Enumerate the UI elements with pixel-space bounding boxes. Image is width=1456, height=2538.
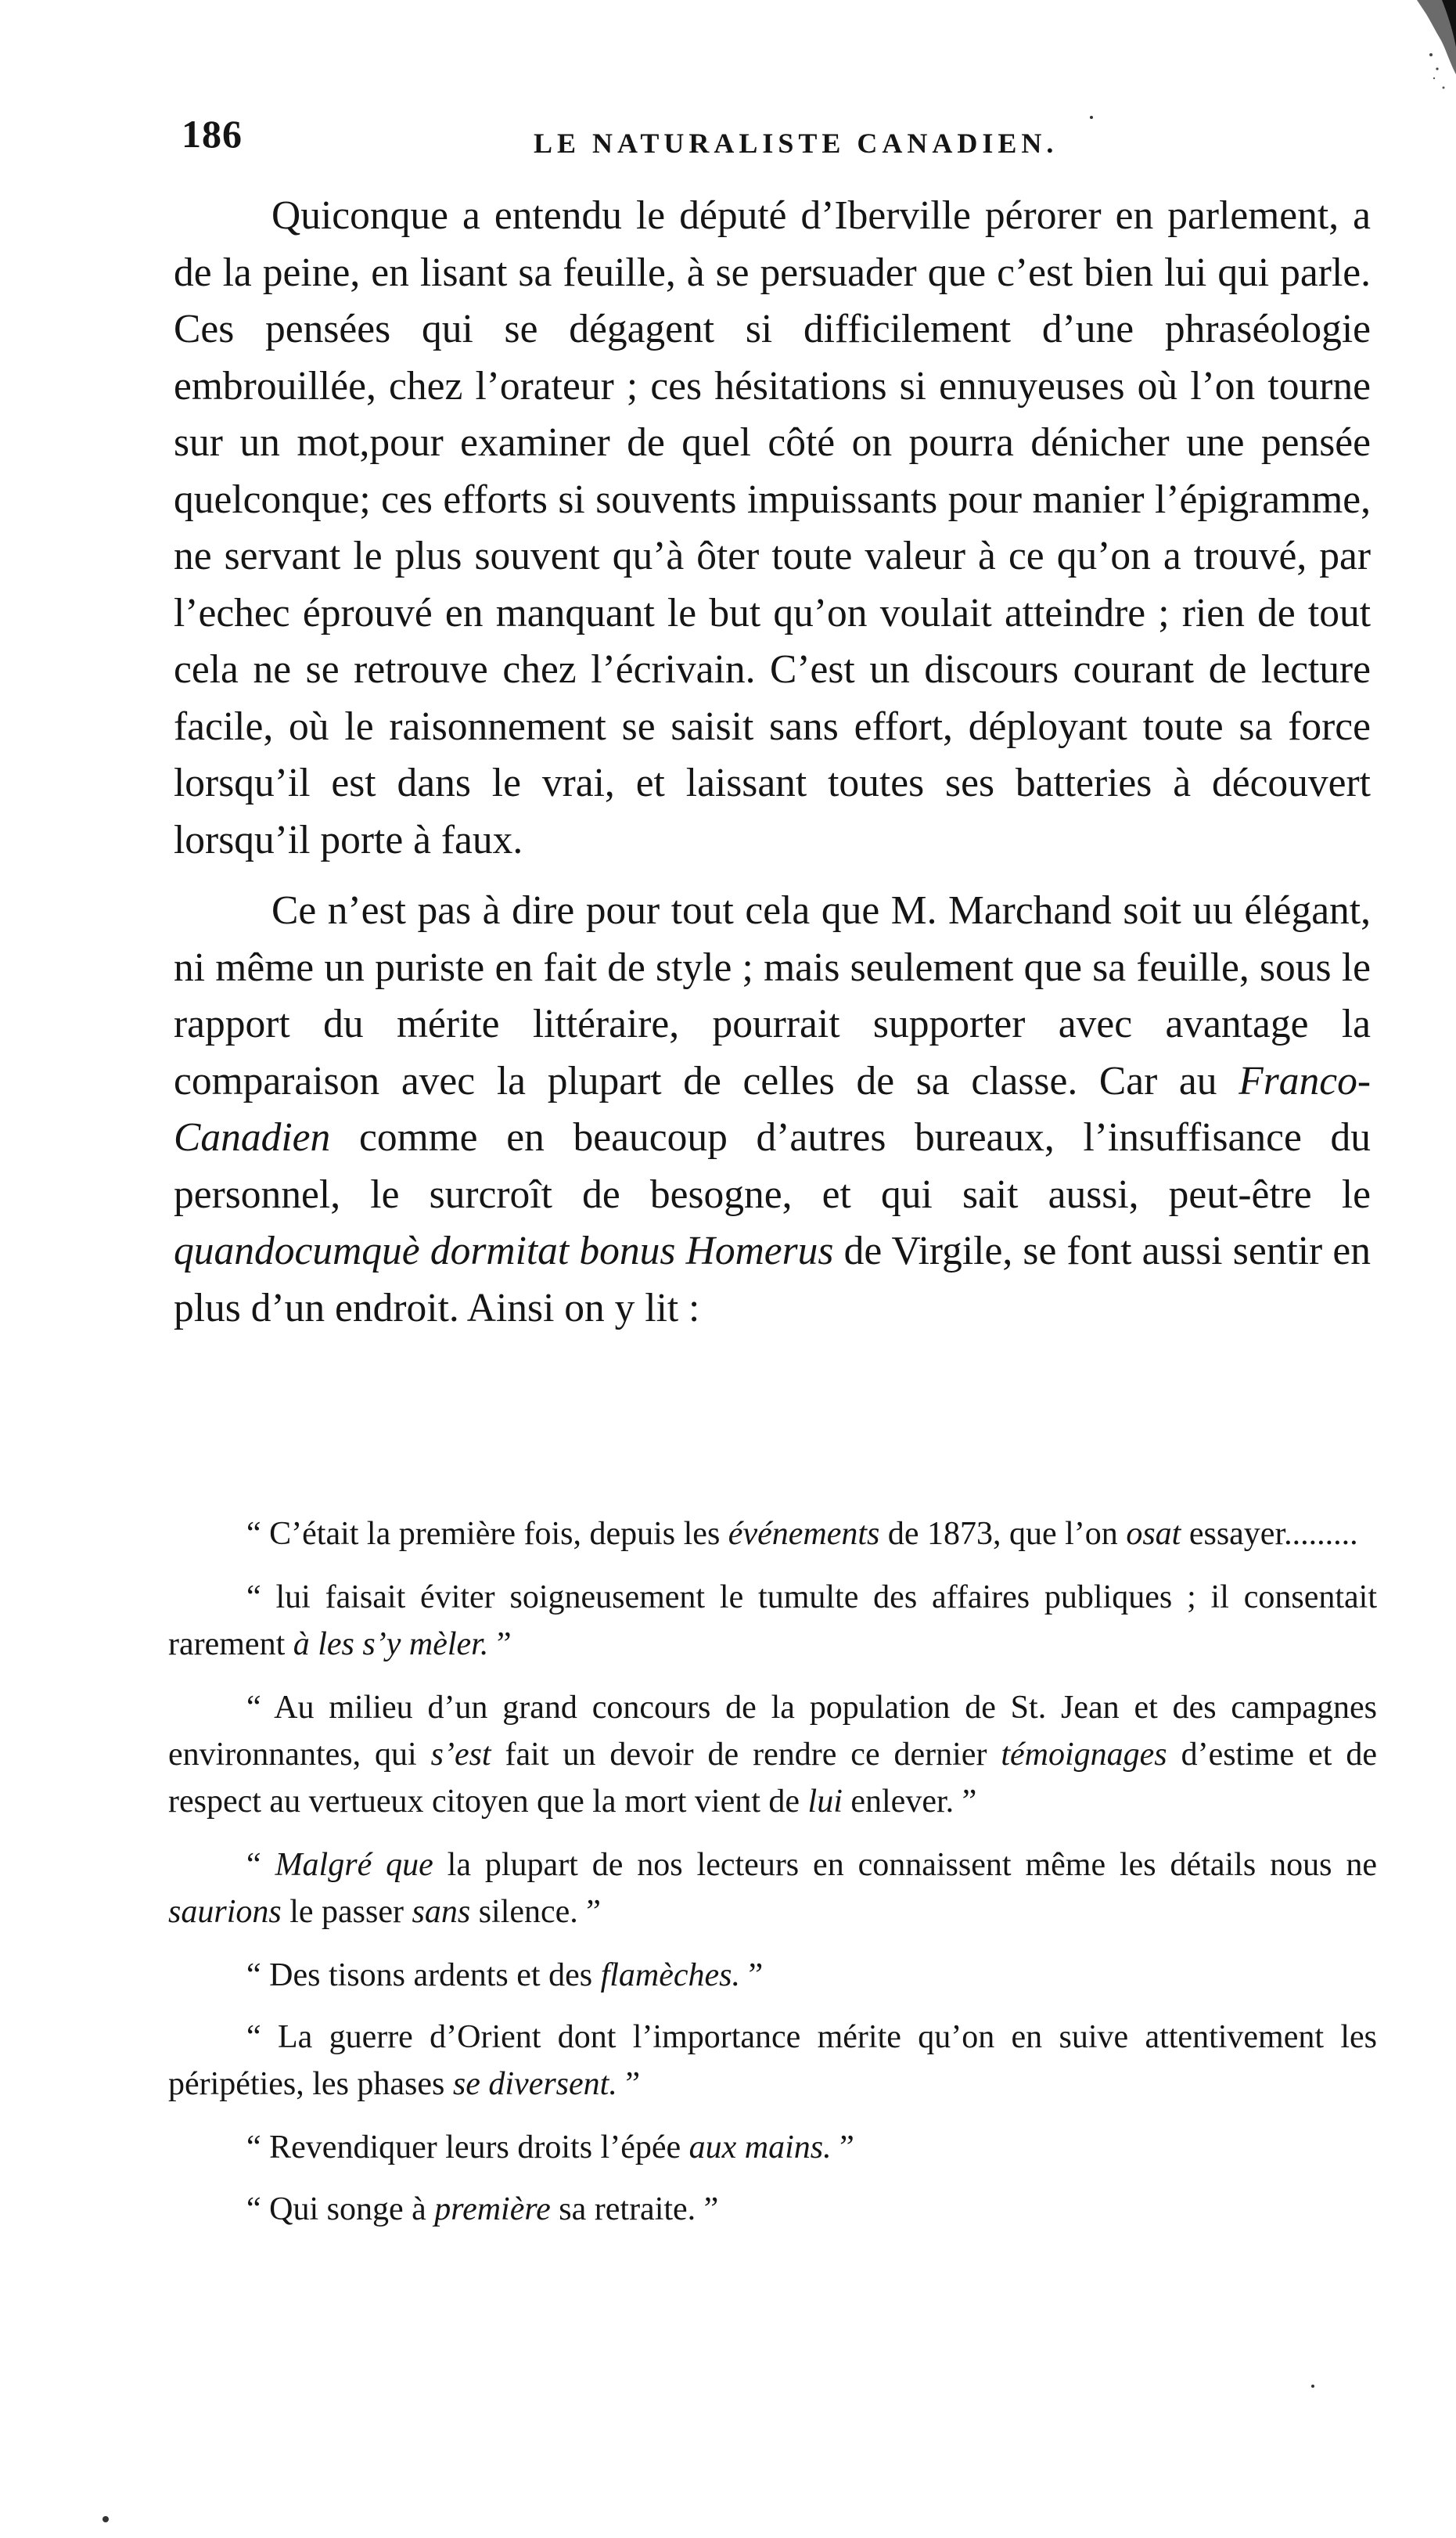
quote	[168, 2014, 1377, 2108]
text-run: “ lui faisait éviter soigneusement le tumulte des affaires publiques ; il consentait rarement	[168, 1579, 1377, 1662]
text-run: d’estime et de respect au vertueux citoyen que la mort vient de	[168, 1737, 1377, 1820]
italic-text-run: quandocumquè dormitat bonus Homerus	[174, 1229, 834, 1273]
scan-speck	[1090, 116, 1093, 119]
running-title: LE NATURALISTE CANADIEN.	[534, 128, 1059, 159]
quote	[168, 2186, 1377, 2233]
text-run: comme en beaucoup d’autres bureaux, l’insuffisance du personnel, le surcroît de besogne, et qui sait aussi, peut-être le	[174, 1115, 1371, 1217]
text-run: “	[246, 1847, 275, 1883]
text-run: essayer.........	[1181, 1516, 1358, 1552]
text-run: silence. ”	[470, 1894, 601, 1930]
text-run: la plupart de nos lecteurs en connaissent même les détails nous ne	[433, 1847, 1377, 1883]
text-run: enlever. ”	[842, 1784, 977, 1820]
italic-text-run: osat	[1126, 1516, 1181, 1552]
italic-text-run: saurions	[168, 1894, 282, 1930]
body-text	[174, 188, 1371, 1337]
italic-text-run: sans	[412, 1894, 471, 1930]
quote	[168, 1684, 1377, 1825]
text-run: “ La guerre d’Orient dont l’importance mérite qu’on en suive attentivement les péripéties, les phases	[168, 2019, 1377, 2102]
italic-text-run: Malgré que	[275, 1847, 433, 1883]
italic-text-run: lui	[807, 1784, 843, 1820]
text-run: le passer	[281, 1894, 412, 1930]
italic-text-run: s’est	[430, 1737, 491, 1773]
italic-text-run: flamèches.	[600, 1957, 741, 1993]
italic-text-run: Franco-Canadien	[174, 1058, 1371, 1160]
text-run: “ Au milieu d’un grand concours de la population de St. Jean et des campagnes environnantes, qui	[168, 1690, 1377, 1773]
page-number: 186	[182, 112, 243, 156]
text-run: “ C’était la première fois, depuis les	[246, 1516, 728, 1552]
text-run: fait un devoir de rendre ce dernier	[491, 1737, 1001, 1773]
text-run: Ce n’est pas à dire pour tout cela que M. Marchand soit uu élégant, ni même un puriste en fait de style ; mais seulement que sa feuille, sous le rapport du mérite littéraire, pourrait supporter avec avantage la comparaison avec la plupart de celles de sa classe. Car au	[174, 888, 1371, 1103]
scan-corner-smudge	[1386, 0, 1456, 133]
quoted-examples	[168, 1510, 1377, 2248]
text-run: ”	[488, 1626, 512, 1662]
text-run: de Virgile, se font aussi sentir en plus d’un endroit. Ainsi on y lit :	[174, 1229, 1371, 1330]
text-run: ”	[740, 1957, 764, 1993]
page-header	[182, 94, 1433, 164]
text-run: sa retraite. ”	[550, 2191, 719, 2227]
quote	[168, 1841, 1377, 1935]
text-run: ”	[617, 2066, 640, 2102]
italic-text-run: aux mains.	[688, 2129, 832, 2165]
italic-text-run: se diversent.	[452, 2066, 617, 2102]
text-run: “ Revendiquer leurs droits l’épée	[246, 2129, 689, 2165]
quote	[168, 1510, 1377, 1557]
italic-text-run: témoignages	[1001, 1737, 1167, 1773]
italic-text-run: première	[434, 2191, 551, 2227]
quote	[168, 1952, 1377, 1999]
paragraph	[174, 883, 1371, 1337]
italic-text-run: à les s’y mèler.	[293, 1626, 489, 1662]
scan-speck	[102, 2516, 109, 2522]
text-run: “ Qui songe à	[246, 2191, 435, 2227]
text-run: Quiconque a entendu le député d’Iberville pérorer en parlement, a de la peine, en lisant sa feuille, à se persuader que c’est bien lui qui parle. Ces pensées qui se dégagent si difficilement d’une phraséologie embrouillée, chez l’orateur ; ces hésitations si ennuyeuses où l’on tourne sur un mot,pour examiner de quel côté on pourra dénicher une pensée quelconque; ces efforts si souvents impuissants pour manier l’épigramme, ne servant le plus souvent qu’à ôter toute valeur à ce qu’on a trouvé, par l’echec éprouvé en manquant le but qu’on voulait atteindre ; rien de tout cela ne se retrouve chez l’écrivain. C’est un discours courant de lecture facile, où le raisonnement se saisit sans effort, déployant toute sa force lorsqu’il est dans le vrai, et laissant toutes ses batteries à découvert lorsqu’il porte à faux.	[174, 193, 1371, 862]
quote	[168, 2124, 1377, 2171]
paragraph	[174, 188, 1371, 869]
text-run: “ Des tisons ardents et des	[246, 1957, 601, 1993]
scan-speck	[1311, 2385, 1314, 2388]
italic-text-run: événements	[728, 1516, 880, 1552]
quote	[168, 1574, 1377, 1668]
text-run: de 1873, que l’on	[879, 1516, 1127, 1552]
text-run: ”	[831, 2129, 854, 2165]
